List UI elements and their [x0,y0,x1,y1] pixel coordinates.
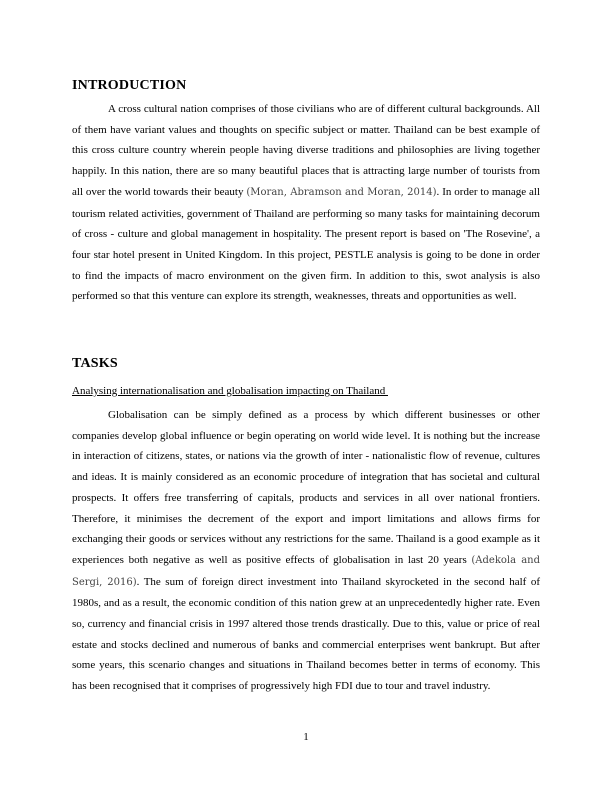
introduction-text-part-2: . In order to manage all tourism related activities, government of Thailand are performing so many tasks for maintaining decorum of cross - culture and global management in hospitality. The present report is based on 'The Rosevine', a four star hotel present in United Kingdom. In this project, PESTLE analysis is going to be done in order to find the impacts of macro environment on the given firm. In addition to this, swot analysis is also performed so that this venture can explore its strength, weaknesses, threats and opportunities as well. [72,185,541,303]
introduction-citation: (Moran, Abramson and Moran, 2014) [246,186,437,198]
globalisation-paragraph [72,405,540,697]
globalisation-citation: (Adekola and Sergi, 2016) [72,554,540,588]
page-number: 1 [303,731,309,743]
introduction-heading: INTRODUCTION [72,78,187,93]
introduction-text-part-1: A cross cultural nation comprises of those civilians who are of different cultural backgrounds. All of them have variant values and thoughts on specific subject or matter. Thailand can be best example of this cross culture country wherein people having diverse traditions and philosophies are living together happily. In this nation, there are so many beautiful places that is attracting large number of tourists from all over the world towards their beauty [72,103,540,198]
introduction-paragraph [72,99,540,307]
globalisation-text-part-1: Globalisation can be simply defined as a process by which different businesses or other companies develop global influence or begin operating on world wide level. It is nothing but the increase in interaction of citizens, states, or nations via the growth of inter - nationalistic flow of revenue, cultures and ideas. It is mainly considered as an economic procedure of integration that has societal and cultural prospects. It offers free transferring of capitals, products and services in all over national frontiers. Therefore, it minimises the decrement of the export and import limitations and allows firms for exchanging their goods or services without any restrictions for the same. Thailand is a good example as it experiences both negative as well as positive effects of globalisation in last 20 years [72,409,540,566]
globalisation-text-part-2: . The sum of foreign direct investment into Thailand skyrocketed in the second half of 1980s, and as a result, the economic condition of this nation grew at an unprecedentedly higher rate. Even so, currency and financial crisis in 1997 altered those trends drastically. Due to this, value or price of real estate and stocks declined and numerous of banks and commercial enterprises went bankrupt. But after some years, this scenario changes and situations in Thailand becomes better in terms of economy. This has been recognised that it comprises of progressively high FDI due to tour and travel industry. [72,575,540,693]
globalisation-subheading: Analysing internationalisation and globalisation impacting on Thailand [72,385,388,397]
tasks-heading: TASKS [72,356,118,371]
